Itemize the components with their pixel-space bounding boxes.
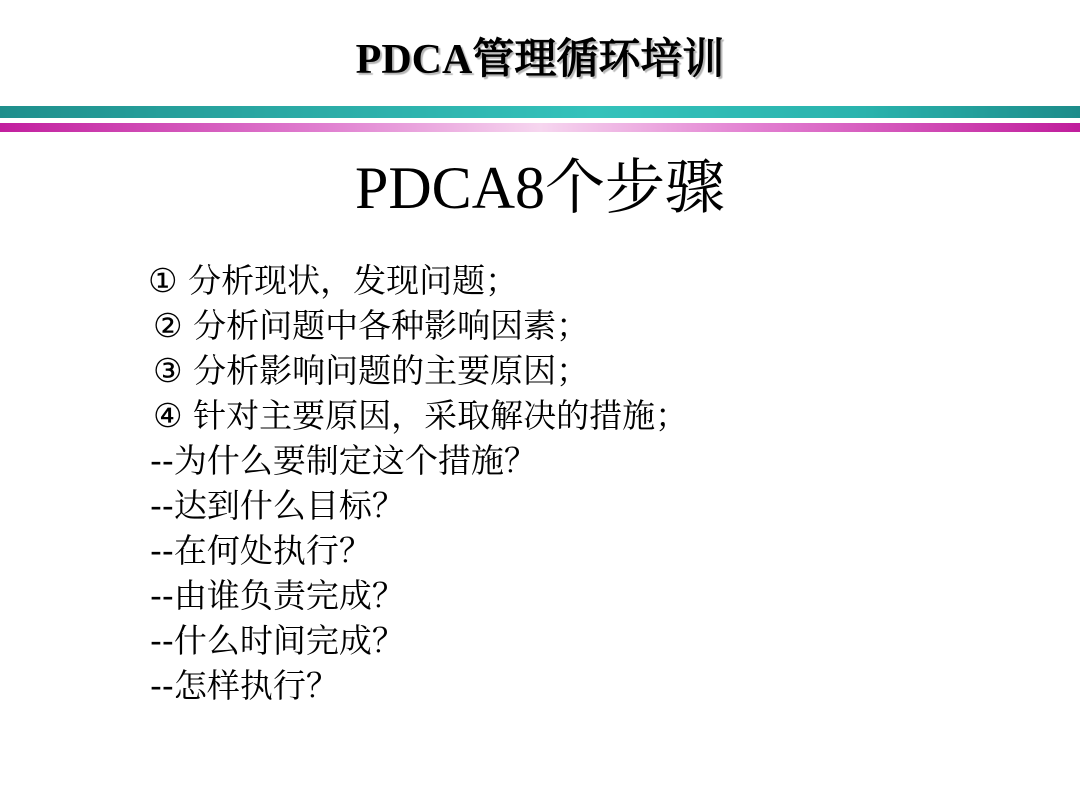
steps-list	[148, 258, 688, 708]
question-item: --为什么要制定这个措施？	[150, 441, 537, 480]
question-item: --由谁负责完成？	[150, 576, 405, 615]
step-item: ④ 针对主要原因，采取解决的措施；	[153, 396, 689, 435]
slide-heading: PDCA8个步骤	[354, 155, 726, 221]
header-rule-magenta	[0, 123, 1080, 132]
header-rule-teal	[0, 106, 1080, 118]
question-item: --什么时间完成？	[150, 621, 405, 660]
question-item: --怎样执行？	[150, 666, 339, 705]
header-title: PDCA管理循环培训	[355, 37, 725, 83]
step-item: ③ 分析影响问题的主要原因；	[153, 351, 590, 390]
question-item: --在何处执行？	[150, 531, 372, 570]
question-item: --达到什么目标？	[150, 486, 405, 525]
step-item: ① 分析现状，发现问题；	[148, 261, 519, 300]
step-item: ② 分析问题中各种影响因素；	[153, 306, 590, 345]
